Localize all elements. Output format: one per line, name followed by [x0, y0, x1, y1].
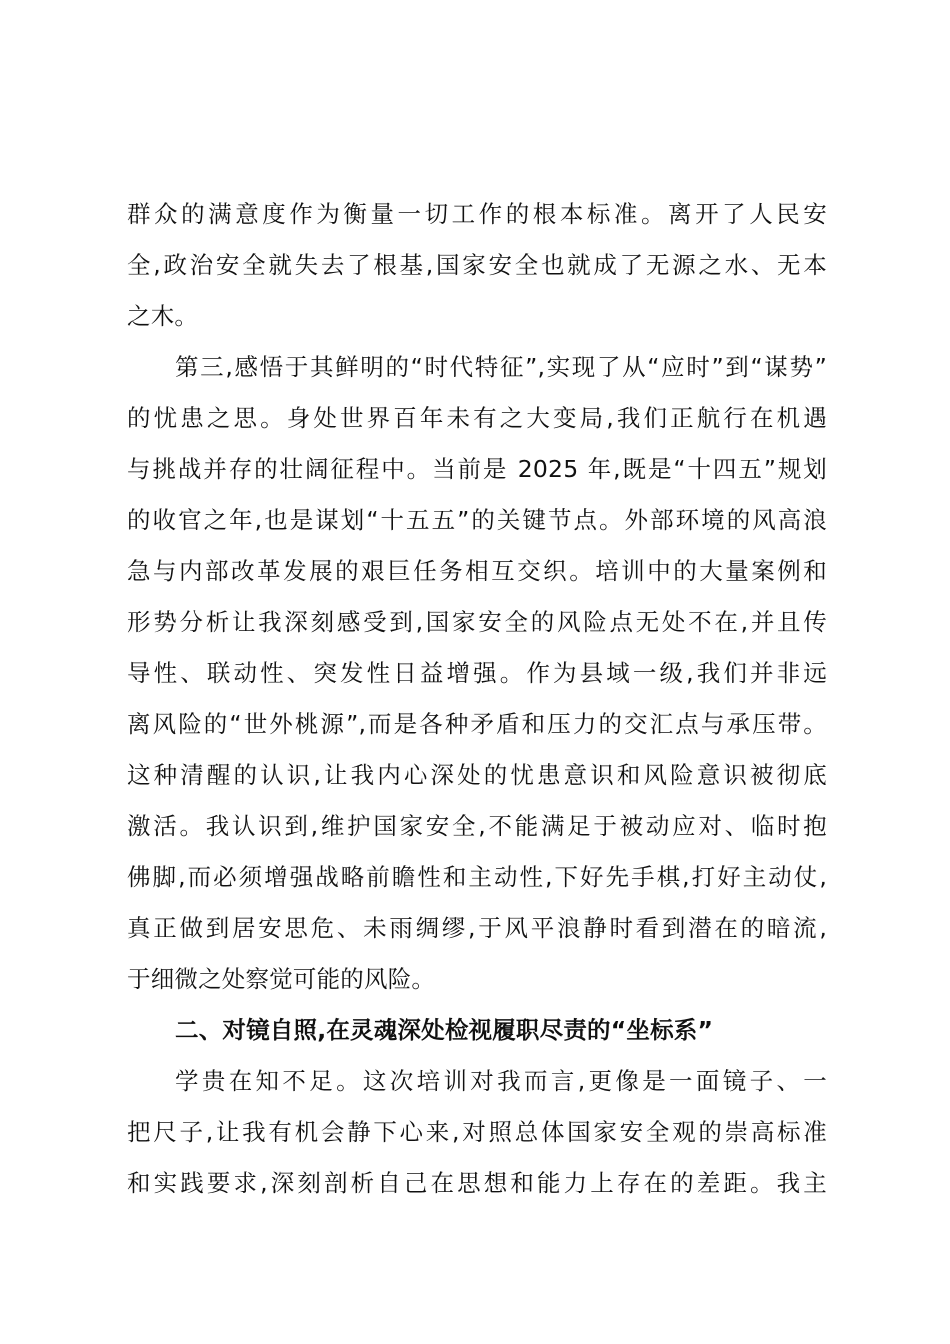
paragraph-line: 形势分析让我深刻感受到,国家安全的风险点无处不在,并且传 — [127, 608, 827, 636]
paragraph-line: 之木。 — [127, 302, 199, 330]
paragraph-line: 全,政治安全就失去了根基,国家安全也就成了无源之水、无本 — [127, 251, 827, 279]
paragraph-line: 和实践要求,深刻剖析自己在思想和能力上存在的差距。我主 — [127, 1169, 827, 1197]
paragraph-line: 导性、联动性、突发性日益增强。作为县域一级,我们并非远 — [127, 659, 827, 687]
paragraph-line: 学贵在知不足。这次培训对我而言,更像是一面镜子、一 — [175, 1067, 827, 1095]
paragraph-line: 急与内部改革发展的艰巨任务相互交织。培训中的大量案例和 — [127, 557, 827, 585]
paragraph-line: 于细微之处察觉可能的风险。 — [127, 965, 436, 993]
paragraph-line: 激活。我认识到,维护国家安全,不能满足于被动应对、临时抱 — [127, 812, 827, 840]
paragraph-line: 第三,感悟于其鲜明的“时代特征”,实现了从“应时”到“谋势” — [175, 353, 827, 381]
section-heading: 二、对镜自照,在灵魂深处检视履职尽责的“坐标系” — [175, 1016, 714, 1044]
paragraph-line: 真正做到居安思危、未雨绸缪,于风平浪静时看到潜在的暗流, — [127, 914, 827, 942]
paragraph-line: 与挑战并存的壮阔征程中。当前是 2025 年,既是“十四五”规划 — [127, 455, 827, 483]
paragraph-line: 离风险的“世外桃源”,而是各种矛盾和压力的交汇点与承压带。 — [127, 710, 827, 738]
paragraph-line: 这种清醒的认识,让我内心深处的忧患意识和风险意识被彻底 — [127, 761, 827, 789]
paragraph-line: 的忧患之思。身处世界百年未有之大变局,我们正航行在机遇 — [127, 404, 827, 432]
paragraph-line: 的收官之年,也是谋划“十五五”的关键节点。外部环境的风高浪 — [127, 506, 827, 534]
paragraph-line: 群众的满意度作为衡量一切工作的根本标准。离开了人民安 — [127, 200, 827, 228]
paragraph-line: 把尺子,让我有机会静下心来,对照总体国家安全观的崇高标准 — [127, 1118, 827, 1146]
paragraph-line: 佛脚,而必须增强战略前瞻性和主动性,下好先手棋,打好主动仗, — [127, 863, 827, 891]
